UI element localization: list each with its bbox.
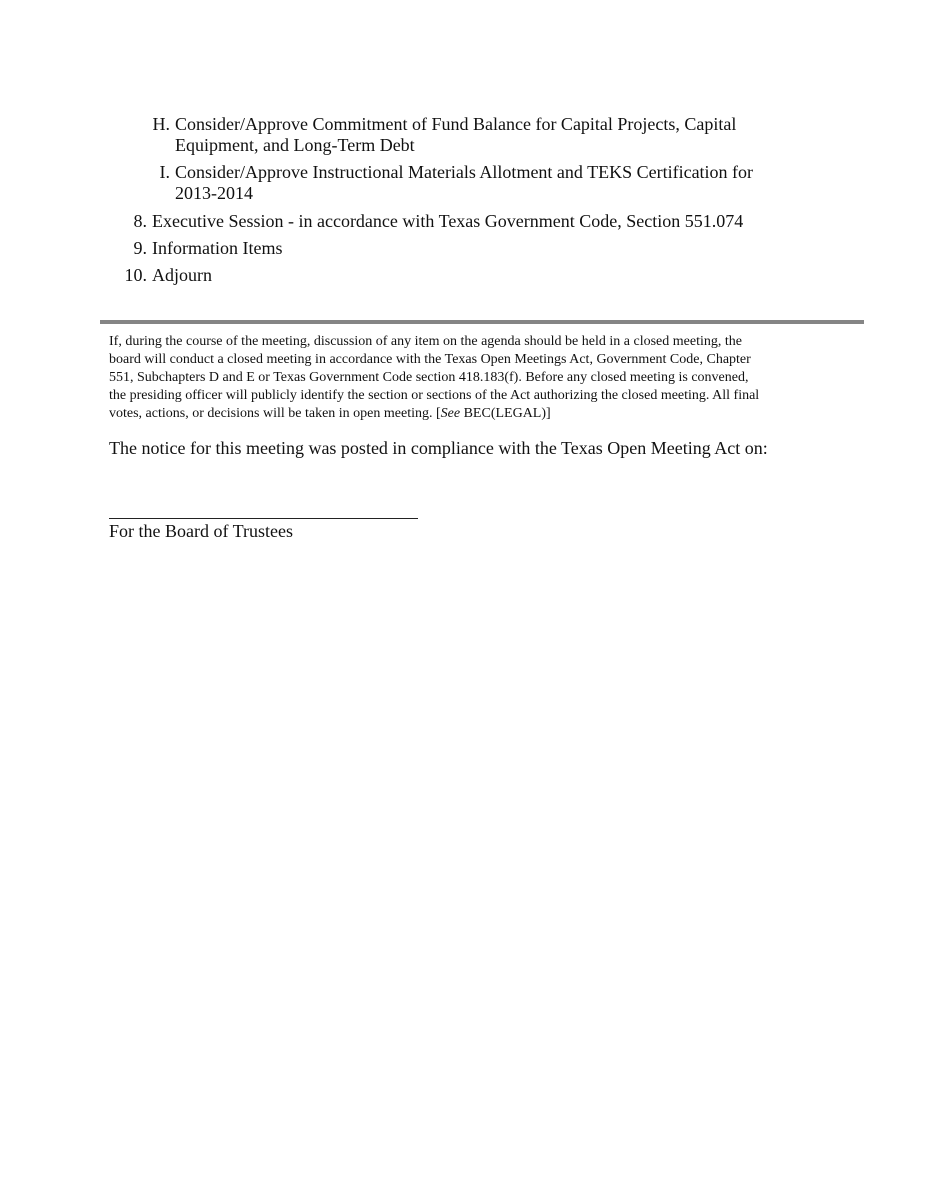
agenda-item-8 — [117, 211, 817, 233]
closed-meeting-disclaimer — [109, 333, 829, 423]
agenda-item-9 — [117, 238, 817, 260]
item-text: Adjourn — [152, 265, 212, 285]
item-marker: 8. — [133, 211, 147, 231]
signature-label: For the Board of Trustees — [109, 521, 293, 541]
agenda-item-10 — [117, 265, 817, 287]
item-marker: 10. — [124, 265, 147, 285]
item-text-line-1: Consider/Approve Commitment of Fund Balance for Capital Projects, Capital — [175, 114, 737, 134]
item-text-line-2: Equipment, and Long-Term Debt — [175, 135, 415, 155]
signature-line — [109, 518, 418, 519]
item-marker: I. — [159, 162, 170, 182]
disclaimer-last-suffix: BEC(LEGAL)] — [460, 406, 551, 421]
disclaimer-line-2: board will conduct a closed meeting in accordance with the Texas Open Meetings Act, Government Code, Chapter — [109, 352, 751, 367]
posting-notice: The notice for this meeting was posted in compliance with the Texas Open Meeting Act on: — [109, 438, 768, 458]
section-divider — [100, 320, 864, 324]
item-text-line-1: Consider/Approve Instructional Materials Allotment and TEKS Certification for — [175, 162, 754, 182]
item-text: Executive Session - in accordance with Texas Government Code, Section 551.074 — [152, 211, 744, 231]
disclaimer-line-1: If, during the course of the meeting, discussion of any item on the agenda should be held in a closed meeting, the — [109, 334, 742, 349]
item-marker: 9. — [133, 238, 147, 258]
item-text-line-2: 2013-2014 — [175, 183, 253, 203]
disclaimer-line-4: the presiding officer will publicly identify the section or sections of the Act authorizing the closed meeting. All final — [109, 388, 760, 403]
disclaimer-line-3: 551, Subchapters D and E or Texas Government Code section 418.183(f). Before any closed meeting is convened, — [109, 370, 749, 385]
disclaimer-line-5 — [109, 405, 829, 423]
item-text: Information Items — [152, 238, 283, 258]
agenda-sub-item-i — [140, 162, 840, 206]
disclaimer-last-prefix: votes, actions, or decisions will be taken in open meeting. [ — [109, 406, 441, 421]
item-marker: H. — [152, 114, 170, 134]
agenda-sub-item-h — [140, 114, 840, 158]
disclaimer-see-italic: See — [440, 406, 461, 421]
